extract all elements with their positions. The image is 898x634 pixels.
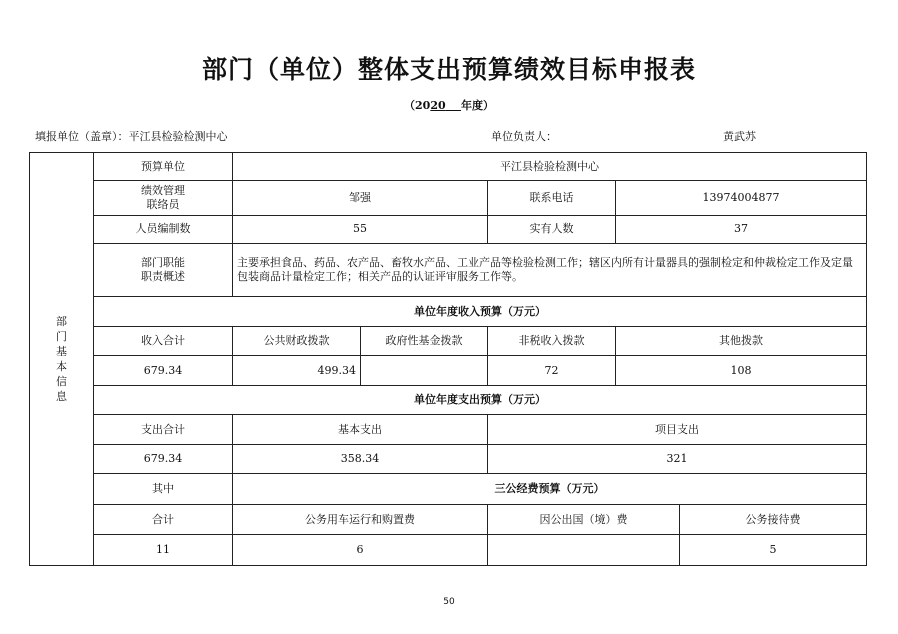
staff-value: 55	[233, 216, 488, 243]
table-row	[30, 181, 867, 216]
contact-value: 邹强	[233, 181, 488, 216]
table-row	[30, 356, 867, 386]
income-header: 政府性基金拨款	[361, 326, 488, 356]
budget-unit-value: 平江县检验检测中心	[233, 153, 867, 181]
three-public-header: 合计	[94, 504, 233, 535]
phone-value: 13974004877	[616, 181, 867, 216]
three-public-header: 公务用车运行和购置费	[233, 504, 488, 535]
actual-value: 37	[616, 216, 867, 243]
year-suffix: 年度）	[460, 99, 494, 112]
actual-label: 实有人数	[488, 216, 616, 243]
three-public-value	[488, 535, 680, 566]
three-public-header: 因公出国（境）费	[488, 504, 680, 535]
fiscal-year	[0, 97, 898, 113]
table-row	[30, 243, 867, 297]
income-value: 72	[488, 356, 616, 386]
table-row	[30, 153, 867, 181]
duty-label: 部门职能 职责概述	[94, 243, 233, 297]
staff-label: 人员编制数	[94, 216, 233, 243]
responsible-name: 黄武苏	[723, 130, 756, 143]
expense-header: 基本支出	[233, 415, 488, 445]
expense-value: 358.34	[233, 444, 488, 474]
income-value: 679.34	[94, 356, 233, 386]
year-prefix: （20	[404, 99, 431, 112]
budget-form-table	[29, 152, 867, 566]
expense-value: 321	[488, 444, 867, 474]
table-row	[30, 474, 867, 505]
filling-unit: 填报单位（盖章）：平江县检验检测中心	[35, 130, 228, 143]
table-row	[30, 297, 867, 327]
three-public-value: 6	[233, 535, 488, 566]
year-value: 20	[430, 99, 446, 112]
expense-header: 支出合计	[94, 415, 233, 445]
page-title: 部门（单位）整体支出预算绩效目标申报表	[201, 55, 696, 84]
expense-heading: 单位年度支出预算（万元）	[94, 385, 867, 415]
income-value: 108	[616, 356, 867, 386]
three-public-value: 5	[680, 535, 867, 566]
table-row	[30, 444, 867, 474]
table-row	[30, 216, 867, 243]
three-public-value: 11	[94, 535, 233, 566]
three-public-header: 公务接待费	[680, 504, 867, 535]
table-row	[30, 326, 867, 356]
income-header: 非税收入拨款	[488, 326, 616, 356]
section-label: 部 门 基 本 信 息	[30, 153, 94, 566]
income-header: 收入合计	[94, 326, 233, 356]
table-row	[30, 415, 867, 445]
of-which-label: 其中	[94, 474, 233, 505]
income-header: 公共财政拨款	[233, 326, 361, 356]
expense-header: 项目支出	[488, 415, 867, 445]
responsible-label: 单位负责人：	[491, 130, 557, 143]
table-row	[30, 504, 867, 535]
contact-label: 绩效管理 联络员	[94, 181, 233, 216]
duty-description: 主要承担食品、药品、农产品、畜牧水产品、工业产品等检验检测工作；辖区内所有计量器具的强制检定和仲裁检定工作及定量包装商品计量检定工作；相关产品的认证评审服务工作等。	[233, 243, 867, 297]
expense-value: 679.34	[94, 444, 233, 474]
income-heading: 单位年度收入预算（万元）	[94, 297, 867, 327]
income-value: 499.34	[233, 356, 361, 386]
three-public-heading: 三公经费预算（万元）	[233, 474, 867, 505]
table-row	[30, 385, 867, 415]
table-row	[30, 535, 867, 566]
budget-unit-label: 预算单位	[94, 153, 233, 181]
income-value	[361, 356, 488, 386]
income-header: 其他拨款	[616, 326, 867, 356]
page-number: 50	[443, 597, 455, 607]
phone-label: 联系电话	[488, 181, 616, 216]
